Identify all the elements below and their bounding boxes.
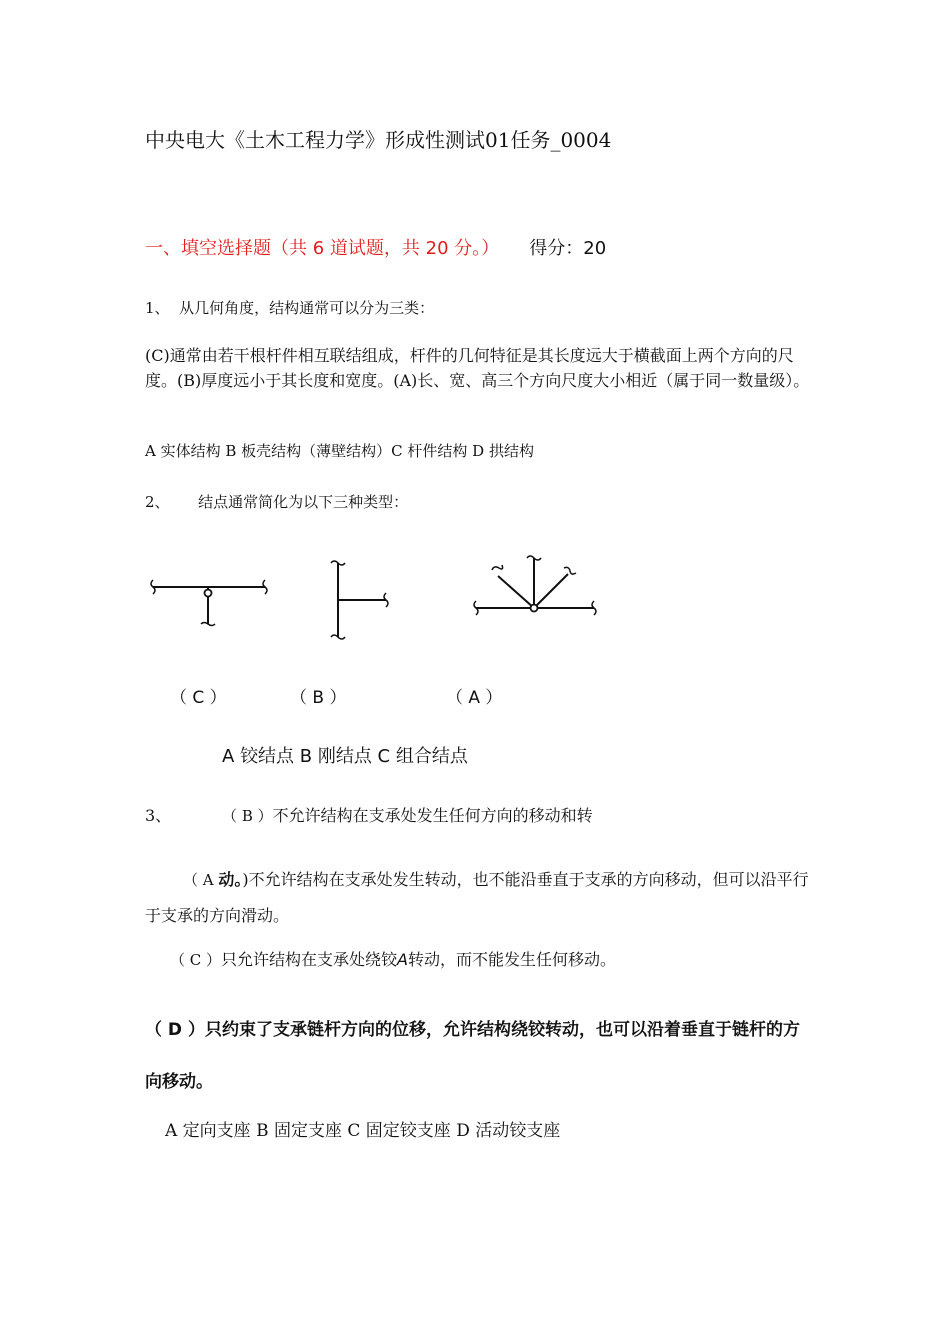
question-3-options: A 定向支座 B 固定支座 C 固定铰支座 D 活动铰支座: [165, 1121, 561, 1141]
bold-fragment: 动。: [218, 870, 243, 889]
italic-fragment: A: [397, 950, 408, 969]
hinge-node-diagram: [145, 570, 275, 635]
answer-paren: （ C ）: [170, 951, 222, 969]
question-2-options: A 铰结点 B 刚结点 C 组合结点: [222, 746, 468, 767]
question-number: 3、: [145, 806, 172, 825]
question-1-stem: [145, 297, 434, 318]
question-3-line-2: [145, 862, 810, 933]
question-2-stem: [145, 491, 408, 512]
question-3-line-1: [145, 803, 593, 826]
rigid-node-diagram: [320, 555, 400, 647]
question-stem-text: 从几何角度，结构通常可以分为三类：: [179, 299, 435, 317]
document-title: 中央电大《土木工程力学》形成性测试01任务_0004: [145, 128, 612, 152]
question-text: 转动，而不能发生任何移动。: [407, 950, 616, 969]
answer-paren: （ B ）: [222, 807, 273, 825]
combined-node-diagram: [468, 548, 603, 620]
answer-combined: （ A ）: [446, 688, 503, 708]
answer-rigid: （ B ）: [290, 688, 347, 708]
section-heading: [145, 234, 606, 260]
question-stem-text: 结点通常简化为以下三种类型：: [198, 493, 409, 511]
question-text: 只允许结构在支承处绕铰: [221, 950, 398, 969]
question-1-options: A 实体结构 B 板壳结构（薄壁结构）C 杆件结构 D 拱结构: [145, 442, 534, 460]
answer-paren: （ A: [183, 871, 219, 889]
question-text: )不允许结构在支承处发生转动，也不能沿垂直于支承的方向移动，但可以沿平行于支承的方向滑动。: [145, 870, 809, 925]
question-1-body: (C)通常由若干根杆件相互联结组成，杆件的几何特征是其长度远大于横截面上两个方向的尺度。(B)厚度远小于其长度和宽度。(A)长、宽、高三个方向尺度大小相近（属于同一数量级）。: [145, 346, 810, 390]
section-score: 得分：20: [529, 238, 607, 259]
question-3-line-3: [170, 947, 616, 970]
answer-hinge: （ C ）: [170, 688, 227, 708]
section-title: 一、填空选择题（共 6 道试题，共 20 分。）: [145, 238, 500, 259]
question-text: 不允许结构在支承处发生任何方向的移动和转: [272, 806, 593, 825]
question-number: 1、: [145, 299, 170, 317]
question-number: 2、: [145, 493, 170, 511]
question-3-line-4: （ D ）只约束了支承链杆方向的位移，允许结构绕铰转动，也可以沿着垂直于链杆的方向移动。: [145, 1020, 800, 1092]
